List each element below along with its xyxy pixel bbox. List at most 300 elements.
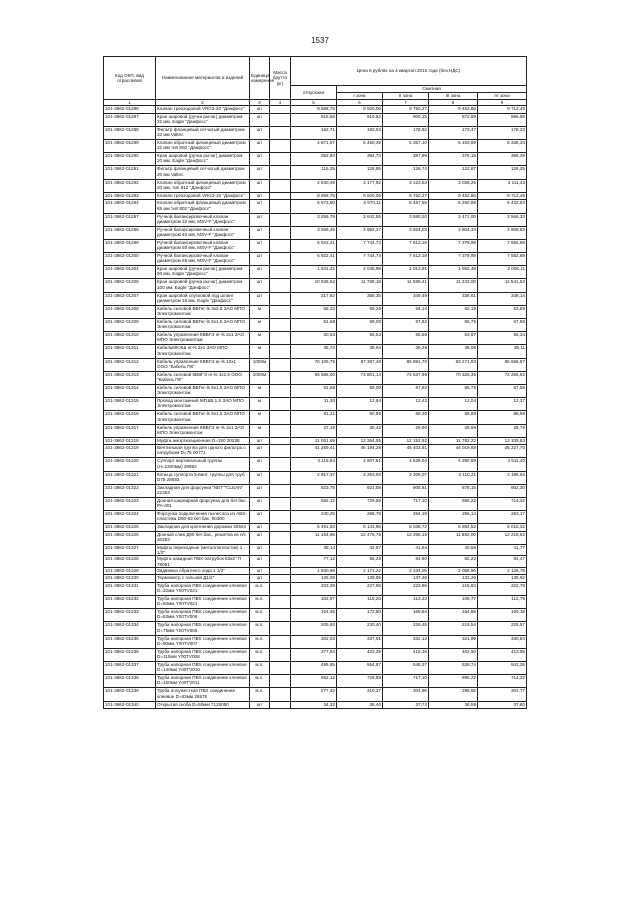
price-release: 11 154,96 xyxy=(291,531,337,544)
price-zone-4: 55,34 xyxy=(478,332,527,345)
item-mass xyxy=(270,292,291,305)
price-release: 27,19 xyxy=(291,424,337,437)
item-mass xyxy=(270,567,291,575)
item-unit: м.п. xyxy=(250,648,270,661)
item-name: Форсунка подключения пылесоса из ABS-пластика D50-63 бет.бас. 00300 xyxy=(156,511,250,524)
price-release: 11 051,69 xyxy=(291,437,337,445)
price-zone-4: 413,55 xyxy=(478,648,527,661)
price-zone-1: 172,80 xyxy=(337,609,383,622)
table-row xyxy=(104,545,527,556)
price-zone-4: 263,17 xyxy=(478,511,527,524)
price-release: 2 840,49 xyxy=(291,179,337,192)
item-mass xyxy=(270,213,291,226)
price-zone-3: 295,65 xyxy=(429,688,478,701)
item-code: 101-3862-01286 xyxy=(104,106,156,114)
price-zone-1: 9 920,06 xyxy=(337,106,383,114)
price-zone-1: 69,00 xyxy=(337,384,383,397)
price-zone-1: 3 263,93 xyxy=(337,471,383,484)
price-zone-2: 5 357,10 xyxy=(383,140,429,153)
item-name: Кран шаровой (ручка рычаг) диаметром 50 мм, Eagle "Данфосс" xyxy=(156,266,250,279)
item-unit: м.п. xyxy=(250,661,270,674)
price-zone-3: 122,87 xyxy=(429,166,478,179)
table-row xyxy=(104,411,527,424)
item-name: Труба напорная ПВХ соединение клеевое D=140мм Y00TV010 xyxy=(156,661,250,674)
item-unit: м.п. xyxy=(250,688,270,701)
price-zone-3: 44 019,88 xyxy=(429,445,478,458)
price-zone-2: 113,23 xyxy=(383,596,429,609)
item-name: Закладная для форсунки "NET""CLEAN" 22353 xyxy=(156,484,250,497)
price-release: 8 868,75 xyxy=(291,192,337,200)
price-zone-2: 332,13 xyxy=(383,635,429,648)
price-zone-1: 11 788,18 xyxy=(337,279,383,292)
table-row xyxy=(104,458,527,471)
price-zone-1: 227,55 xyxy=(337,582,383,595)
price-zone-4: 63,89 xyxy=(478,305,527,318)
header-zone-2: II зона xyxy=(383,93,429,100)
item-name: Ручной балансировочный клапан диаметром 65 мм, MSV-F "Данфосс" xyxy=(156,253,250,266)
price-zone-1: 128,95 xyxy=(337,166,383,179)
item-unit: шт xyxy=(250,166,270,179)
item-mass xyxy=(270,484,291,497)
price-release: 495,95 xyxy=(291,661,337,674)
item-code: 101-3862-01325 xyxy=(104,524,156,532)
item-name: Клапан обратный фланцевый диаметром 65 мм тип 802 "Данфосс" xyxy=(156,200,250,213)
item-name: Термометр с гильзой Д1/2" xyxy=(156,575,250,583)
price-release: 352,83 xyxy=(291,153,337,166)
price-zone-1: 2 048,98 xyxy=(337,266,383,279)
price-zone-2: 12 152,92 xyxy=(383,437,429,445)
price-zone-2: 7 612,18 xyxy=(383,253,429,266)
item-mass xyxy=(270,106,291,114)
item-code: 101-3862-01326 xyxy=(104,531,156,544)
price-zone-1: 65,26 xyxy=(337,305,383,318)
price-zone-2: 12 266,15 xyxy=(383,531,429,544)
price-zone-2: 2 134,05 xyxy=(383,567,429,575)
table-row xyxy=(104,661,527,674)
table-row xyxy=(104,200,527,213)
item-mass xyxy=(270,582,291,595)
price-release: 35,70 xyxy=(291,345,337,358)
price-release: 377,54 xyxy=(291,648,337,661)
price-zone-2: 84,80 xyxy=(383,556,429,567)
header-mass: Масса брутто (кг) xyxy=(270,57,291,100)
table-row xyxy=(104,635,527,648)
table-row xyxy=(104,113,527,126)
item-unit: шт xyxy=(250,458,270,471)
price-zone-4: 225,57 xyxy=(478,622,527,635)
price-zone-1: 182,04 xyxy=(337,126,383,139)
item-code: 101-3862-01314 xyxy=(104,384,156,397)
header-name: Наименование материалов и изделий xyxy=(156,57,250,100)
price-zone-4: 11 541,52 xyxy=(478,279,527,292)
item-code: 101-3862-01294 xyxy=(104,200,156,213)
item-code: 101-3862-01319 xyxy=(104,445,156,458)
price-zone-1: 4 607,61 xyxy=(337,458,383,471)
price-zone-3: 4 390,69 xyxy=(429,458,478,471)
price-zone-2: 387,99 xyxy=(383,153,429,166)
table-row xyxy=(104,622,527,635)
price-zone-4: 3 566,33 xyxy=(478,213,527,226)
page-number: 1537 xyxy=(311,36,329,45)
header-zone-4: IV зона xyxy=(478,93,527,100)
item-name: Провод монтажный МГШВ 1,5 ЗАО МПО Электромонтаж xyxy=(156,398,250,411)
item-unit: шт xyxy=(250,545,270,556)
price-zone-3: 11 892,00 xyxy=(429,531,478,544)
price-zone-4: 2 125,78 xyxy=(478,567,527,575)
price-zone-4: 348,14 xyxy=(478,292,527,305)
item-code: 101-3862-01298 xyxy=(104,226,156,239)
price-zone-1: 230,40 xyxy=(337,622,383,635)
price-zone-2: 37,74 xyxy=(383,701,429,709)
item-mass xyxy=(270,266,291,279)
table-row xyxy=(104,332,527,345)
price-zone-3: 70 325,35 xyxy=(429,371,478,384)
price-zone-4: 2 006,11 xyxy=(478,266,527,279)
price-zone-3: 376,15 xyxy=(429,153,478,166)
table-row xyxy=(104,531,527,544)
item-mass xyxy=(270,471,291,484)
item-mass xyxy=(270,411,291,424)
price-zone-2: 545,37 xyxy=(383,661,429,674)
price-zone-4: 9 712,49 xyxy=(478,192,527,200)
header-price-caption: Цена в рублях на 4 квартал 2015 года (без НДС) xyxy=(291,57,527,86)
price-zone-1: 729,59 xyxy=(337,497,383,510)
price-release: 277,32 xyxy=(291,688,337,701)
price-zone-2: 4 529,04 xyxy=(383,458,429,471)
table-row xyxy=(104,319,527,332)
price-zone-2: 717,10 xyxy=(383,675,429,688)
item-name: Кран шаровой спусковой под шланг диаметром 15 мм, Eagle "Данфосс" xyxy=(156,292,250,305)
price-zone-1: 87 387,48 xyxy=(337,358,383,371)
item-unit: м xyxy=(250,384,270,397)
item-code: 101-3862-01313 xyxy=(104,371,156,384)
price-zone-1: 310,27 xyxy=(337,688,383,701)
header-zone-1: I зона xyxy=(337,93,383,100)
price-zone-1: 86,28 xyxy=(337,556,383,567)
price-zone-2: 89,30 xyxy=(383,411,429,424)
item-code: 101-3862-01289 xyxy=(104,140,156,153)
price-zone-3: 695,22 xyxy=(429,497,478,510)
item-code: 101-3862-01339 xyxy=(104,688,156,701)
item-mass xyxy=(270,345,291,358)
item-unit: м.п. xyxy=(250,609,270,622)
item-unit: м.п. xyxy=(250,596,270,609)
price-release: 302,03 xyxy=(291,635,337,648)
price-zone-4: 714,32 xyxy=(478,675,527,688)
item-code: 101-3862-01288 xyxy=(104,126,156,139)
price-zone-1: 5 450,39 xyxy=(337,140,383,153)
price-zone-2: 45 403,81 xyxy=(383,445,429,458)
item-unit: шт xyxy=(250,497,270,510)
price-zone-3: 219,54 xyxy=(429,622,478,635)
table-row xyxy=(104,609,527,622)
price-zone-4: 386,48 xyxy=(478,153,527,166)
item-unit: шт xyxy=(250,213,270,226)
item-code: 101-3862-01334 xyxy=(104,622,156,635)
price-zone-2: 9 750,27 xyxy=(383,192,429,200)
item-unit: 1000м xyxy=(250,371,270,384)
price-zone-1: 729,59 xyxy=(337,675,383,688)
price-zone-1: 2 171,22 xyxy=(337,567,383,575)
price-zone-3: 164,66 xyxy=(429,609,478,622)
price-zone-1: 921,58 xyxy=(337,484,383,497)
column-index: 5 xyxy=(291,100,337,106)
price-zone-2: 900,15 xyxy=(383,113,429,126)
table-row xyxy=(104,266,527,279)
item-code: 101-3862-01333 xyxy=(104,609,156,622)
item-code: 101-3862-01311 xyxy=(104,345,156,358)
item-name: Труба напорная ПВХ соединение клеевое D=90мм Y00TV007 xyxy=(156,635,250,648)
item-unit: шт xyxy=(250,445,270,458)
item-code: 101-3862-01309 xyxy=(104,319,156,332)
price-zone-4: 3 111,43 xyxy=(478,179,527,192)
price-release: 10 536,52 xyxy=(291,279,337,292)
price-zone-1: 30,42 xyxy=(337,424,383,437)
price-zone-2: 415,16 xyxy=(383,648,429,661)
table-row xyxy=(104,437,527,445)
price-zone-2: 137,46 xyxy=(383,575,429,583)
price-zone-1: 9 920,06 xyxy=(337,192,383,200)
item-mass xyxy=(270,113,291,126)
table-row xyxy=(104,596,527,609)
price-release: 2 917,37 xyxy=(291,471,337,484)
item-code: 101-3862-01337 xyxy=(104,661,156,674)
price-zone-3: 173,47 xyxy=(429,126,478,139)
item-name: Закладная для крепления дорожки 40504 xyxy=(156,524,250,532)
price-zone-1: 12 479,75 xyxy=(337,531,383,544)
price-release: 58,33 xyxy=(291,305,337,318)
price-zone-2: 41,94 xyxy=(383,545,429,556)
table-row xyxy=(104,292,527,305)
price-release: 818,58 xyxy=(291,113,337,126)
item-code: 101-3862-01330 xyxy=(104,575,156,583)
price-release: 50,53 xyxy=(291,332,337,345)
price-release: 3 568,45 xyxy=(291,226,337,239)
price-release: 652,12 xyxy=(291,497,337,510)
price-zone-1: 7 744,74 xyxy=(337,253,383,266)
item-unit: шт xyxy=(250,531,270,544)
item-mass xyxy=(270,179,291,192)
price-zone-4: 88,96 xyxy=(478,411,527,424)
price-zone-1: 355,35 xyxy=(337,292,383,305)
price-zone-3: 256,14 xyxy=(429,511,478,524)
item-name: Муфты переходные (металлопластик) 1 1/2" xyxy=(156,545,250,556)
item-unit: шт xyxy=(250,140,270,153)
price-zone-2: 3 924,03 xyxy=(383,226,429,239)
price-zone-3: 86,58 xyxy=(429,411,478,424)
price-zone-3: 62,19 xyxy=(429,305,478,318)
table-row xyxy=(104,239,527,252)
item-code: 101-3862-01338 xyxy=(104,675,156,688)
price-zone-2: 6 457,65 xyxy=(383,200,429,213)
price-release: 78 109,75 xyxy=(291,358,337,371)
item-name: КабельМКЭШ нг-ls 2x1 ЗАО МПО Электромонтаж xyxy=(156,345,250,358)
price-zone-2: 85 891,70 xyxy=(383,358,429,371)
price-zone-3: 7 379,99 xyxy=(429,239,478,252)
price-zone-4: 169,18 xyxy=(478,609,527,622)
price-zone-2: 178,92 xyxy=(383,126,429,139)
item-code: 101-3862-01299 xyxy=(104,239,156,252)
price-zone-1: 73 801,14 xyxy=(337,371,383,384)
item-name: Суппорт вертикальный группы (Н=2300мм) 28692 xyxy=(156,458,250,471)
item-code: 101-3862-01291 xyxy=(104,166,156,179)
item-name: Муфта амортизационная D=150 20238 xyxy=(156,437,250,445)
price-zone-4: 39,11 xyxy=(478,345,527,358)
item-unit: шт xyxy=(250,153,270,166)
price-zone-3: 695,22 xyxy=(429,675,478,688)
header-estimate-price: Сметная xyxy=(337,86,527,93)
item-code: 101-3862-01317 xyxy=(104,424,156,437)
item-code: 101-3862-01332 xyxy=(104,596,156,609)
price-zone-4: 84,47 xyxy=(478,556,527,567)
item-mass xyxy=(270,279,291,292)
item-unit: шт xyxy=(250,556,270,567)
item-mass xyxy=(270,319,291,332)
price-zone-2: 126,74 xyxy=(383,166,429,179)
price-zone-2: 349,49 xyxy=(383,292,429,305)
item-mass xyxy=(270,253,291,266)
price-zone-1: 12 364,55 xyxy=(337,437,383,445)
table-row xyxy=(104,582,527,595)
item-unit: шт xyxy=(250,192,270,200)
price-zone-2: 226,45 xyxy=(383,622,429,635)
item-unit: м xyxy=(250,305,270,318)
price-zone-1: 3 992,37 xyxy=(337,226,383,239)
item-code: 101-3862-01290 xyxy=(104,153,156,166)
item-name: Вентильная группа для одного фильтра с патрубком D=75 00771 xyxy=(156,445,250,458)
price-zone-1: 6 570,11 xyxy=(337,200,383,213)
header-release-price: отпускная xyxy=(291,86,337,100)
item-mass xyxy=(270,332,291,345)
item-unit: м xyxy=(250,319,270,332)
header-code: Код ОКП, вид отраслевой xyxy=(104,57,156,100)
price-zone-4: 72 256,92 xyxy=(478,371,527,384)
column-index: 4 xyxy=(270,100,291,106)
table-row xyxy=(104,511,527,524)
price-release: 11,30 xyxy=(291,398,337,411)
item-name: Труба полужесткая ПВХ соединение клеевое D=63мм 26575 xyxy=(156,688,250,701)
price-zone-3: 109,77 xyxy=(429,596,478,609)
price-zone-3: 3 028,25 xyxy=(429,179,478,192)
item-code: 101-3862-01316 xyxy=(104,411,156,424)
table-row xyxy=(104,484,527,497)
item-name: Задвижка обратного хода 1 1/2" xyxy=(156,567,250,575)
column-index: 3 xyxy=(250,100,270,106)
price-zone-2: 3 208,07 xyxy=(383,471,429,484)
item-mass xyxy=(270,648,291,661)
table-row xyxy=(104,384,527,397)
item-mass xyxy=(270,511,291,524)
item-name: Фильтр фланцевый сетчатый диаметром 32 мм Valtec xyxy=(156,126,250,139)
price-zone-3: 65,75 xyxy=(429,384,478,397)
price-zone-1: 3 642,55 xyxy=(337,213,383,226)
item-code: 101-3862-01335 xyxy=(104,635,156,648)
price-release: 205,93 xyxy=(291,622,337,635)
price-release: 652,12 xyxy=(291,675,337,688)
item-unit: шт xyxy=(250,511,270,524)
item-code: 101-3862-01324 xyxy=(104,511,156,524)
item-mass xyxy=(270,622,291,635)
item-code: 101-3862-01321 xyxy=(104,471,156,484)
price-zone-3: 83 271,83 xyxy=(429,358,478,371)
item-code: 101-3862-01315 xyxy=(104,398,156,411)
item-unit: шт xyxy=(250,279,270,292)
price-zone-3: 38,06 xyxy=(429,345,478,358)
item-code: 101-3862-01306 xyxy=(104,279,156,292)
item-name: Фильтр фланцевый сетчатый диаметром 20 мм Valtec xyxy=(156,166,250,179)
price-zone-3: 3 804,34 xyxy=(429,226,478,239)
item-code: 101-3862-01331 xyxy=(104,582,156,595)
table-row xyxy=(104,648,527,661)
item-mass xyxy=(270,424,291,437)
price-release: 41 269,41 xyxy=(291,445,337,458)
table-row xyxy=(104,575,527,583)
item-unit: шт xyxy=(250,126,270,139)
item-mass xyxy=(270,126,291,139)
item-name: Кран шаровой (ручка рычаг) диаметром 32 мм, Eagle "Данфосс" xyxy=(156,113,250,126)
price-zone-3: 7 379,99 xyxy=(429,253,478,266)
price-zone-4: 126,25 xyxy=(478,166,527,179)
item-code: 101-3862-01323 xyxy=(104,497,156,510)
price-release: 115,25 xyxy=(291,166,337,179)
price-zone-2: 905,81 xyxy=(383,484,429,497)
item-name: Кран шаровой (ручка рычаг) диаметром 20 мм, Eagle "Данфосс" xyxy=(156,153,250,166)
price-zone-2: 2 013,91 xyxy=(383,266,429,279)
item-code: 101-3862-01318 xyxy=(104,437,156,445)
price-zone-4: 67,56 xyxy=(478,384,527,397)
item-unit: шт xyxy=(250,471,270,484)
table-row xyxy=(104,398,527,411)
price-release: 4 871,67 xyxy=(291,140,337,153)
price-zone-4: 896,66 xyxy=(478,113,527,126)
item-unit: шт xyxy=(250,239,270,252)
table-row xyxy=(104,371,527,384)
item-code: 101-3862-01293 xyxy=(104,192,156,200)
price-zone-1: 394,74 xyxy=(337,153,383,166)
item-name: Кабель силовой ВВГнг-ls 5x1,5 ЗАО МПО Электромонтаж xyxy=(156,319,250,332)
price-zone-2: 3 123,53 xyxy=(383,179,429,192)
item-name: Муфта накидная ПВХ-патрубок 63x2" П 78051 xyxy=(156,556,250,567)
item-name: Труба напорная ПВХ соединение клеевое D=32мм Y00TV021 xyxy=(156,582,250,595)
item-unit: шт xyxy=(250,113,270,126)
price-release: 823,75 xyxy=(291,484,337,497)
price-zone-1: 422,39 xyxy=(337,648,383,661)
price-zone-3: 338,61 xyxy=(429,292,478,305)
price-zone-4: 6 015,32 xyxy=(478,524,527,532)
price-zone-3: 878,15 xyxy=(429,484,478,497)
price-release: 3 255,79 xyxy=(291,213,337,226)
price-zone-4: 303,77 xyxy=(478,688,527,701)
price-table-body xyxy=(104,106,527,709)
item-code: 101-3862-01287 xyxy=(104,113,156,126)
price-release: 1 831,42 xyxy=(291,266,337,279)
price-zone-4: 5 336,34 xyxy=(478,140,527,153)
item-unit: шт xyxy=(250,292,270,305)
price-zone-2: 7 612,18 xyxy=(383,239,429,252)
table-row xyxy=(104,345,527,358)
price-zone-2: 67,82 xyxy=(383,319,429,332)
table-row xyxy=(104,192,527,200)
item-name: Кабель силовой ВВГнг-ls 6x1,5 ЗАО МПО Электромонтаж xyxy=(156,411,250,424)
item-name: Кольца суппорта 5-винт. группы для труб D75 28693 xyxy=(156,471,250,484)
item-unit: м.п. xyxy=(250,582,270,595)
price-zone-4: 7 582,69 xyxy=(478,239,527,252)
item-unit: 1000м xyxy=(250,358,270,371)
price-zone-4: 67,56 xyxy=(478,319,527,332)
table-row xyxy=(104,445,527,458)
price-zone-3: 528,74 xyxy=(429,661,478,674)
column-index: 2 xyxy=(156,100,250,106)
